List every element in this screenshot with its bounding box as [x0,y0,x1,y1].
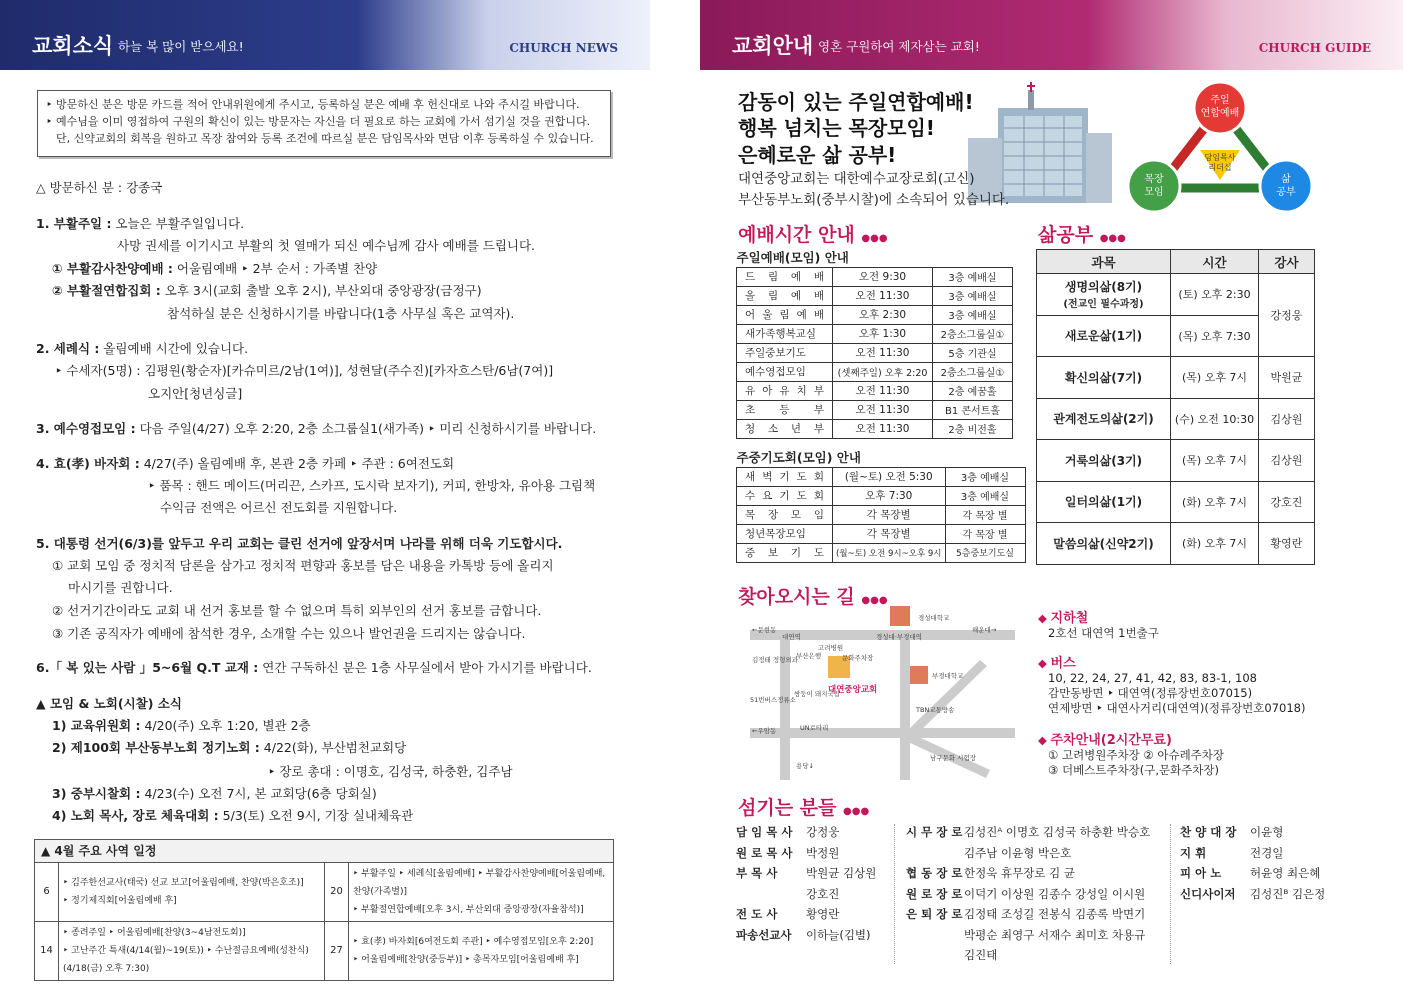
item-4: 4. 효(孝) 바자회 : 4/27(주) 올림예배 후, 본관 2층 카페 ‣ 주관 : 6여전도회 [36,456,455,471]
map-label: 51번버스정류소 [750,696,796,704]
sunday-caption: 주일예배(모임) 안내 [736,250,849,266]
table-row: 새 벽 기 도 회 (월~토) 오전 5:30 3층 예배실 [737,467,1026,486]
meeting-line: ‣ 장로 총대 : 이명호, 김성국, 하충환, 김주남 [268,764,513,779]
subway-info: ◆ 지하철 2호선 대연역 1번출구 [1038,611,1159,640]
map-label: 쌍둥이 돼지국밥 [794,690,841,698]
table-row: 청 소 년 부 오전 11:30 2층 비전홀 [737,419,1013,438]
meetings-heading: ▲ 모임 & 노회(시찰) 소식 [36,696,182,711]
table-row: 유 아 유 치 부 오전 11:30 2층 예꿈홀 [737,381,1013,400]
life-study-section-title: 삶공부 ●●● [1038,224,1126,246]
item-1: 1. 부활주일 : 오늘은 부활주일입니다. [36,216,245,231]
item-5-line: ③ 기존 공직자가 예배에 참석한 경우, 소개할 수는 있으나 발언권을 드리지는 않습니다. [52,626,526,641]
sunday-worship-table [736,248,1013,439]
slogan-line: 행복 넘치는 목장모임! [738,116,935,140]
denomination-line: 부산동부노회(중부시찰)에 소속되어 있습니다. [738,192,1010,208]
visitor-notice [37,90,611,157]
map-label: 경성대학교 [918,614,950,622]
item-5-line: ① 교회 모임 중 정치적 담론을 삼가고 정치적 편향과 홍보를 담은 내용을 카톡방 등에 올리지 [52,558,554,573]
map-label: ←문현동 [752,626,777,634]
svg-text:공부: 공부 [1276,187,1296,198]
table-row: 수 요 기 도 회 오후 7:30 3층 예배실 [737,486,1026,505]
parking-info: ◆ 주차안내(2시간무료) ① 고려병원주차장 ② 아슈레주차장 ③ 더베스트주차장(구,문화주차장) [1038,733,1225,777]
guide-subtitle: 영혼 구원하여 제자삼는 교회! [818,39,980,54]
svg-text:연합예배: 연합예배 [1200,108,1240,119]
map-church-label: 대연중앙교회 [828,685,878,695]
table-row: 주일중보기도 오전 11:30 5층 기관실 [737,343,1013,362]
item-6: 6.「 복 있는 사람 」5~6월 Q.T 교재 : 연간 구독하신 분은 1층 사무실에서 받아 가시기를 바랍니다. [36,660,592,675]
table-row: 일터의삶(1기) (화) 오후 7시 강호진 [1037,481,1315,523]
svg-text:리더십: 리더십 [1208,163,1232,172]
meeting-line: 1) 교육위원회 : 4/20(주) 오후 1:20, 별관 2층 [52,718,311,733]
news-title: 교회소식 [32,34,114,58]
life-study-table [1036,249,1315,565]
table-row: 확신의삶(7기) (목) 오후 7시 박원균 [1037,357,1315,399]
group-circle [1128,160,1180,212]
item-1-line: ② 부활절연합집회 : 오후 3시(교회 출발 오후 2시), 부산외대 중앙광장(금정구) [52,283,482,298]
map-label: 부경대학교 [932,672,964,680]
map-label: 용당↓ [796,762,815,770]
item-5: 5. 대통령 선거(6/3)를 앞두고 우리 교회는 클린 선거에 앞장서며 나라를 위해 더욱 기도합시다. [36,536,563,551]
guide-eng-title: CHURCH GUIDE [1258,41,1371,55]
vision-triangle-diagram [1120,78,1320,218]
notice-line: ‣ 예수님을 이미 영접하여 구원의 확신이 있는 방문자는 자신을 더 필요로 하는 교회에 가서 섬기실 것을 권합니다. [46,115,591,128]
worship-label: 주일 [1210,95,1230,106]
notice-line: ‣ 방문하신 분은 방문 카드를 적어 안내위원에게 주시고, 등록하실 분은 예배 후 헌신대로 나와 주시길 바랍니다. [46,98,580,111]
item-2-line: 오지안[청년싱글] [148,386,243,401]
map-label: 해운대→ [972,626,997,634]
table-row: 거룩의삶(3기) (목) 오후 7시 김상원 [1037,440,1315,482]
bus-info: ◆ 버스 10, 22, 24, 27, 41, 42, 83, 83-1, 108 감만동방면 ‣ 대연역(정류장번호07015) 연제방면 ‣ 대연사거리(대연역)(정류장번호07018) [1038,656,1306,715]
table-row: 관계전도의삶(2기) (수) 오전 10:30 김상원 [1037,398,1315,440]
visitor-line: △ 방문하신 분 : 강종국 [36,180,163,195]
col-course: 과목 [1037,250,1171,274]
location-map [750,600,1015,780]
table-row: 올 림 예 배 오전 11:30 3층 예배실 [737,286,1013,305]
item-5-line: ② 선거기간이라도 교회 내 선거 홍보를 할 수 없으며 특히 외부인의 선거 홍보를 금합니다. [52,603,542,618]
church-guide-page [700,0,1403,992]
table-row: 청년목장모임 각 목장별 각 목장 별 [737,524,1026,543]
leadership-label: 담임목사 [1204,153,1236,162]
meeting-line: 4) 노회 목사, 장로 체육대회 : 5/3(토) 오전 9시, 기장 실내체육관 [52,808,414,823]
map-label: 문화주차장 [842,654,874,662]
notice-line: 단, 신약교회의 회복을 원하고 목장 참여와 등록 조건에 따르실 분은 담임목사와 면담 이후 등록하실 수 있습니다. [56,132,594,145]
table-row: 초 등 부 오전 11:30 B1 콘서트홀 [737,400,1013,419]
map-label: 김정태 정형외과 [752,656,799,664]
table-row: 생명의삶(8기) (전교인 필수과정) (토) 오후 2:30 강정웅 [1037,274,1315,316]
map-label: 고려병원 [818,644,844,652]
map-label: ←우암동 [752,727,777,735]
map-label: 남구문화 시험장 [930,754,977,762]
meeting-line: 3) 중부시찰회 : 4/23(수) 오전 7시, 본 교회당(6층 당회실) [52,786,377,801]
guide-banner [700,0,1403,70]
news-subtitle: 하늘 복 많이 받으세요! [118,39,244,54]
table-row: 목 장 모 임 각 목장별 각 목장 별 [737,505,1026,524]
denomination-line: 대연중앙교회는 대한예수교장로회(고신) [738,171,975,187]
map-label: TBN교통방송 [916,706,955,714]
table-row: 14 ‣ 종려주일 ‣ 어울림예배[찬양(3~4남전도회)] ‣ 고난주간 특새(4/14(월)~19(토)) ‣ 수난절금요예배(성찬식) (4/18(금) 오후 7:30) 27 ‣ 효(孝) 바자회[6여전도회 주관] ‣ 예수영접모임[오후 2:20] ‣ 어울림예배[찬양(중등부)] ‣ 총목자모임[어울림예배 후] [35,922,614,981]
col-time: 시간 [1171,250,1259,274]
map-label: 경성대·부경대역 [876,633,923,641]
item-2: 2. 세례식 : 올림예배 시간에 있습니다. [36,341,249,356]
news-banner [0,0,650,70]
map-label: UN로타리 [800,724,829,732]
table-row: 예수영접모임 (셋째주일) 오후 2:20 2층소그룹실① [737,362,1013,381]
news-eng-title: CHURCH NEWS [509,41,618,55]
svg-text:모임: 모임 [1144,187,1164,198]
servers-section-title: 섬기는 분들 ●●● [738,797,870,819]
schedule-title: ▲ 4월 주요 사역 일정 [35,840,614,863]
table-row: 어 울 림 예 배 오후 2:30 3층 예배실 [737,305,1013,324]
servers-divider [1170,824,1171,964]
item-1-line: 참석하실 분은 신청하시기를 바랍니다(1층 사무실 혹은 교역자). [167,306,515,321]
col-instructor: 강사 [1259,250,1315,274]
april-schedule-table [34,839,614,981]
study-circle [1260,160,1312,212]
table-row: 6 ‣ 김주한선교사(태국) 선교 보고[어울림예배, 찬양(박은호조)] ‣ 정기제직회[어울림예배 후] 20 ‣ 부활주일 ‣ 세례식[올림예배] ‣ 부활감사찬양예배[어울림예배, 찬양(가족별)] ‣ 부활절연합예배[오후 3시, 부산외대 중앙광장(자율참석)] [35,863,614,922]
item-3: 3. 예수영접모임 : 다음 주일(4/27) 오후 2:20, 2층 소그룹실1(새가족) ‣ 미리 신청하시기를 바랍니다. [36,421,597,436]
item-4-line: 수익금 전액은 어르신 전도회를 지원합니다. [160,500,398,515]
meeting-line: 2) 제100회 부산동부노회 정기노회 : 4/22(화), 부산범천교회당 [52,740,407,755]
directions-section-title: 찾아오시는 길 ●●● [738,586,888,608]
weekday-caption: 주중기도회(모임) 안내 [736,450,861,466]
church-news-page [0,0,650,992]
table-row: 중 보 기 도 (월~토) 오전 9시~오후 9시 5층중보기도실 [737,543,1026,562]
group-label: 목장 [1144,174,1164,185]
table-row: 드 림 예 배 오전 9:30 3층 예배실 [737,267,1013,286]
item-1-line: ① 부활감사찬양예배 : 어울림예배 ‣ 2부 순서 : 가족별 찬양 [52,261,378,276]
servers-divider [894,824,895,964]
map-label: 대연역 [782,633,801,641]
table-row: 말씀의삶(신약2기) (화) 오후 7시 황영란 [1037,523,1315,565]
item-2-line: ‣ 수세자(5명) : 김평원(황순자)[카슈미르/2남(1여)], 성현달(주수진)[카자흐스탄/6남(7여)] [55,363,554,378]
slogan-line: 은혜로운 삶 공부! [738,143,897,167]
table-row: 새가족행복교실 오후 1:30 2층소그룹실① [737,324,1013,343]
item-5-line: 마시기를 권합니다. [68,580,173,595]
item-1-line: 사망 권세를 이기시고 부활의 첫 열매가 되신 예수님께 감사 예배를 드립니다. [117,238,536,253]
study-label: 삶 [1281,174,1291,185]
item-4-line: ‣ 품목 : 핸드 메이드(머리끈, 스카프, 도시락 보자기), 커피, 한방차, 유아용 그림책 [148,478,596,493]
worship-section-title: 예배시간 안내 ●●● [738,224,888,246]
slogan-line: 감동이 있는 주일연합예배! [738,90,974,114]
guide-title: 교회안내 [732,34,814,58]
servers-column-3: 찬 양 대 장 이윤형 지 휘 전경일 피 아 노 허윤영 최은혜 신디사이저 김성진ᴮ 김은정 [1180,825,1326,901]
map-label: 부산은행 [796,652,822,660]
servers-column-2: 시 무 장 로 김성진ᴬ 이명호 김성국 하충환 박승호 김주남 이윤형 박은호 협 동 장 로 한정욱 휴무장로 김 균 원 로 장 로 이덕기 이상원 김종수 강성일 이시원 은 퇴 장 로 김정태 조성길 전봉식 김종록 박면기 박평순 최영구 서재수 최미호 차용규 김진태 [906,825,1151,962]
servers-column-1: 담 임 목 사 강정웅 원 로 목 사 박정원 부 목 사 박원균 김상원 강호진 전 도 사 황영란 파송선교사 이하늘(김별) [736,825,877,942]
weekday-prayer-table [736,448,1026,563]
table-row: 새로운삶(1기) (목) 오후 7:30 [1037,315,1315,357]
